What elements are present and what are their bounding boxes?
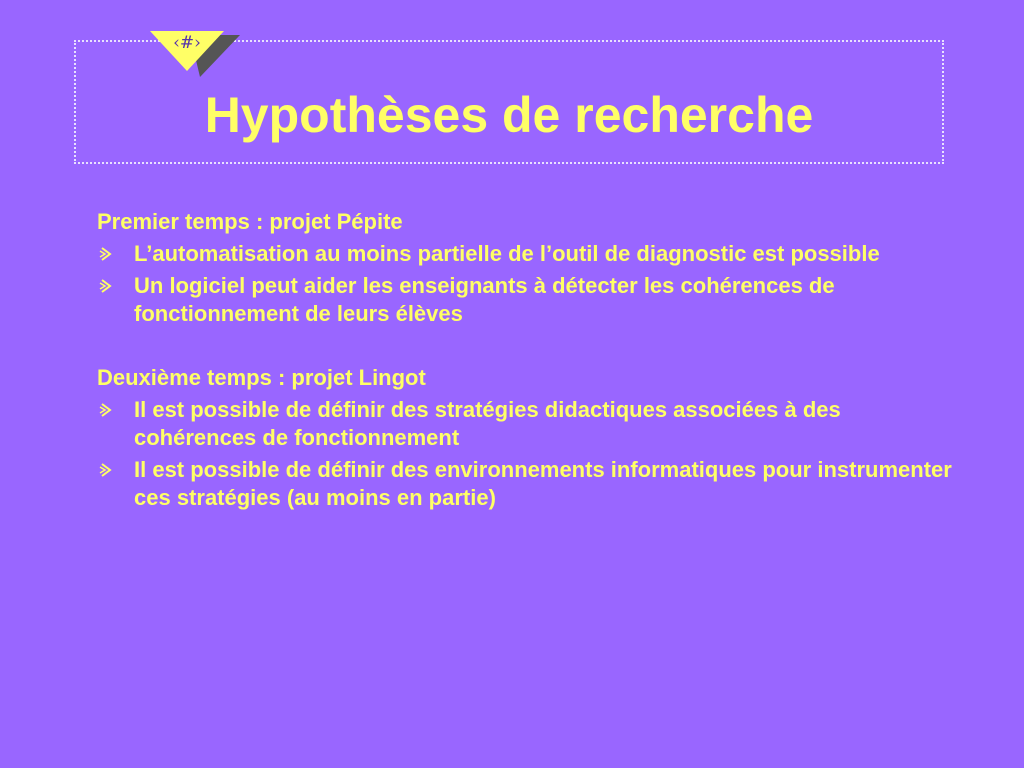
slide-content — [97, 208, 957, 516]
list-item — [97, 240, 957, 268]
bullet-text: Il est possible de définir des stratégies didactiques associées à des cohérences de fonctionnement — [134, 397, 841, 450]
section-divider — [97, 332, 957, 364]
bullet-list — [97, 396, 957, 512]
section-premier-temps — [97, 208, 957, 328]
list-item — [97, 396, 957, 452]
section-heading: Deuxième temps : projet Lingot — [97, 365, 426, 390]
bullet-text: L’automatisation au moins partielle de l’outil de diagnostic est possible — [134, 241, 880, 266]
list-item — [97, 272, 957, 328]
section-heading: Premier temps : projet Pépite — [97, 209, 403, 234]
bullet-text: Un logiciel peut aider les enseignants à détecter les cohérences de fonctionnement de leurs élèves — [134, 273, 835, 326]
bullet-list — [97, 240, 957, 328]
section-deuxieme-temps — [97, 364, 957, 512]
slide-number-badge — [150, 31, 240, 77]
bullet-text: Il est possible de définir des environnements informatiques pour instrumenter ces stratégies (au moins en partie) — [134, 457, 952, 510]
arrow-bullet-icon — [99, 247, 113, 261]
arrow-bullet-icon — [99, 403, 113, 417]
list-item — [97, 456, 957, 512]
arrow-bullet-icon — [99, 463, 113, 477]
page-title: Hypothèses de recherche — [204, 87, 814, 143]
arrow-bullet-icon — [99, 279, 113, 293]
slide-number: ‹#› — [173, 33, 201, 53]
